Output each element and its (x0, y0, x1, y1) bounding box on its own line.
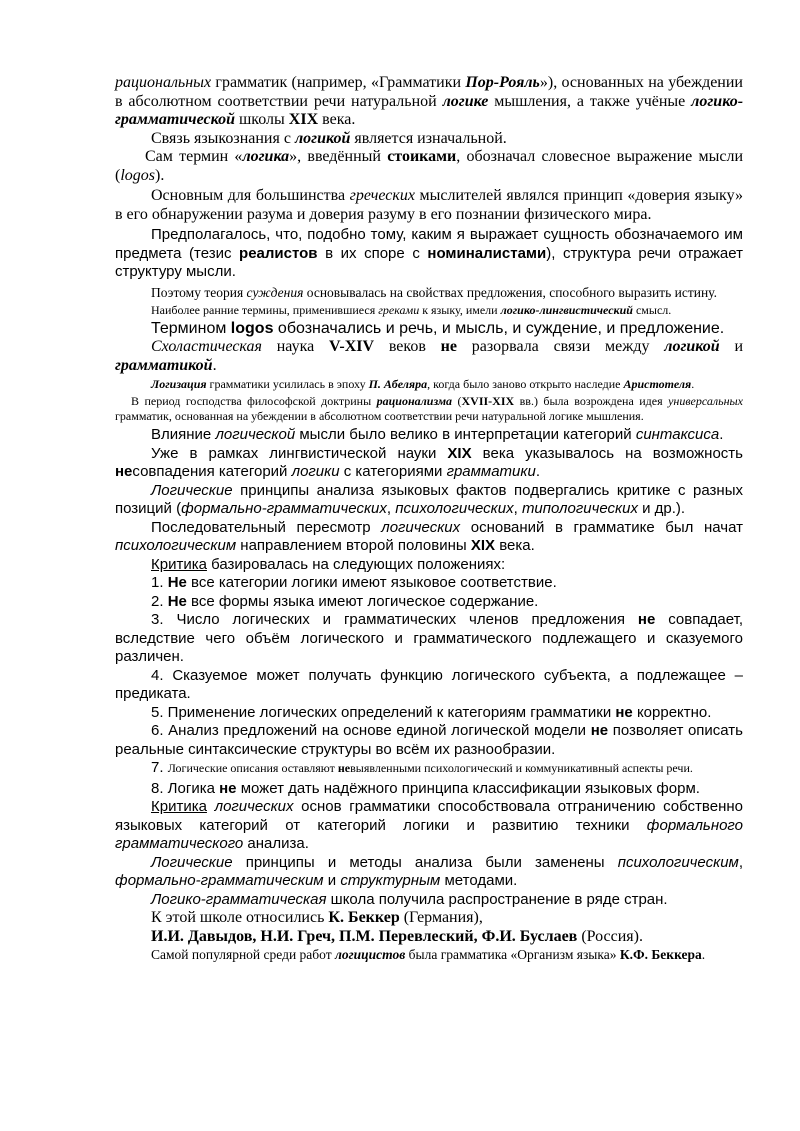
text-span: Поэтому теория (151, 284, 247, 300)
paragraph-linguistics-logic-link (115, 130, 743, 149)
text-span: была грамматика «Организм языка» (405, 947, 620, 962)
paragraph-syntax-influence (115, 426, 743, 445)
text-span: , (738, 853, 743, 871)
text-span: логических (214, 798, 294, 815)
text-span: логики (291, 463, 340, 480)
text-span: с категориями (339, 463, 447, 480)
paragraph-logos-term (115, 320, 743, 339)
text-span: века. (495, 537, 535, 554)
text-span: Основным для большинства (151, 187, 350, 204)
text-span: рациональных (115, 74, 212, 91)
text-span: Не (167, 592, 187, 610)
text-span: К. Беккер (328, 909, 400, 926)
text-span: смысл. (632, 302, 672, 317)
text-span: логико-грамматической (115, 92, 744, 128)
text-span: грамматик (например, «Грамматики (211, 74, 466, 91)
text-span: , (386, 500, 396, 517)
text-span: основывалась на свойствах предложения, способного выразить истину. (303, 284, 717, 300)
text-span: мысли было велико в интерпретации категорий (295, 426, 636, 443)
text-span: не (115, 463, 133, 480)
paragraph-scholastic (115, 338, 743, 375)
paragraph-abelard (115, 377, 743, 392)
text-span: 1. (151, 574, 168, 591)
list-item (115, 574, 743, 593)
text-span: логической (215, 426, 296, 443)
text-span: греческих (349, 187, 415, 204)
text-span: является изначальной. (350, 129, 507, 147)
text-span: психологическим (617, 853, 739, 871)
paragraph-school-members (115, 909, 743, 928)
text-span: Логические (151, 481, 233, 499)
text-span: формального грамматического (115, 816, 743, 852)
text-span: Логико-грамматическая (151, 890, 327, 908)
text-span: (Германия), (399, 909, 483, 926)
text-span: не (440, 338, 457, 355)
paragraph-realists (115, 226, 743, 282)
text-span: века. (318, 111, 356, 128)
text-span: 4. Сказуемое может получать функцию логического субъекта, а подлежащее – предиката. (115, 666, 743, 702)
text-span: . (701, 947, 706, 962)
text-span: направлением второй половины (236, 537, 471, 554)
text-span: все формы языка имеют логическое содержание. (186, 592, 539, 610)
text-span: не (615, 703, 633, 721)
text-span: , обозначал словесное выражение мысли ( (115, 148, 743, 184)
text-span: Не (167, 574, 187, 591)
text-span: и (323, 872, 341, 889)
text-span: logos (230, 319, 274, 337)
text-span: реалистов (239, 244, 318, 262)
list-item (115, 780, 743, 799)
text-span: и др.). (637, 500, 686, 517)
text-span: не (590, 722, 609, 739)
text-span: принципы анализа языковых фактов подвергались критике с разных позиций ( (115, 481, 743, 517)
text-span: не (337, 761, 351, 775)
list-item (115, 593, 743, 612)
list-item (115, 722, 743, 759)
text-span: логико-лингвистический (500, 302, 633, 317)
text-span: И.И. Давыдов, Н.И. Греч, П.М. Перевлеский, Ф.И. Буслаев (151, 927, 578, 945)
text-span: Критика (151, 798, 207, 815)
text-span: логике (442, 92, 489, 110)
text-span: грамматик, основанная на убеждении в абсолютном соответствии речи натуральной логике мышления. (115, 409, 644, 423)
text-span: 5. Применение логических определений к категориям грамматики (151, 703, 616, 721)
text-span: », введённый (289, 148, 388, 165)
text-span: К.Ф. Беккера (619, 947, 702, 962)
paragraph-criticism-intro (115, 556, 743, 575)
text-span: П. Абеляра (368, 377, 428, 391)
text-span: V-XIV (329, 338, 375, 355)
text-span: обозначались и речь, и мысль, и суждение, и предложение. (273, 319, 725, 337)
text-span: XIX (470, 537, 496, 554)
text-span (207, 798, 215, 815)
text-span: Наиболее ранние термины, применившиеся (151, 302, 379, 317)
text-span: грамматикой (115, 356, 213, 374)
text-span: мышления, а также учёные (488, 92, 692, 110)
text-span: рационализма (376, 394, 453, 408)
text-span: . (719, 426, 724, 443)
text-span: наука (261, 338, 329, 355)
text-span: Самой популярной среди работ (151, 947, 335, 962)
text-span: логикой (664, 338, 720, 355)
text-span: основ грамматики способствовала отграничению собственно языковых категорий от категорий логики и развитию техники (115, 798, 743, 834)
text-span: логика (242, 148, 290, 165)
text-span: корректно. (632, 703, 712, 721)
text-span: вв.) была возрождена идея (514, 394, 669, 408)
text-span: формально-грамматическим (115, 872, 324, 889)
text-span: логицистов (335, 947, 406, 962)
text-span: оснований в грамматике был начат (460, 518, 743, 536)
text-span: logos (120, 166, 155, 184)
paragraph-methods-replaced (115, 854, 743, 891)
text-span: . (212, 356, 217, 374)
text-span: Критика (151, 555, 207, 573)
paragraph-early-terms (115, 303, 743, 318)
document-page (115, 74, 743, 963)
text-span: не (219, 779, 237, 797)
text-span: базировалась на следующих положениях: (206, 555, 506, 573)
paragraph-mismatch (115, 445, 743, 482)
text-span: 3. Число логических и грамматических членов предложения (151, 611, 638, 628)
paragraph-psychological-revision (115, 519, 743, 556)
text-span: в их споре с (317, 244, 428, 262)
text-span: XIX (288, 111, 319, 128)
text-span: века указывалось на возможность (471, 444, 743, 462)
paragraph-term-logic (115, 148, 743, 185)
text-span: Уже в рамках лингвистической науки (151, 444, 448, 462)
text-span: XVII-XIX (461, 394, 515, 408)
paragraph-becker (115, 946, 743, 963)
text-span: не (637, 611, 656, 628)
text-span: разорвала связи между (457, 338, 665, 355)
text-span: Предполагалось, что, подобно тому, каким я выражает сущность обозначаемого им предмета (тезис (115, 226, 743, 262)
text-span: Последовательный пересмотр (151, 518, 382, 536)
text-span: типологических (521, 500, 638, 517)
list-item (115, 611, 743, 667)
text-span: мыслителей являлся принцип «доверия языку» в его обнаружении разума и доверия разуму в его познании физического мира. (115, 187, 743, 223)
paragraph-criticism-result (115, 798, 743, 854)
text-span: Пор-Рояль (465, 74, 540, 91)
paragraph-rational-grammars (115, 74, 743, 130)
text-span: веков (374, 338, 441, 355)
text-span: к языку, имели (419, 302, 501, 317)
text-span: принципы и методы анализа были заменены (232, 853, 618, 871)
text-span: В период господства философской доктрины (131, 394, 377, 408)
text-span: структурным (340, 872, 441, 889)
text-span: . (691, 377, 695, 391)
text-span: Логизация (151, 377, 207, 391)
text-span: Аристотеля (623, 377, 692, 391)
text-span: Сам термин « (145, 148, 243, 165)
paragraph-rationalism (115, 394, 743, 424)
text-span: стоиками (387, 148, 457, 165)
text-span: греками (378, 302, 420, 317)
text-span: совпадает, вследствие чего объём логического и грамматического подлежащего и сказуемого различен. (115, 611, 743, 665)
text-span: (Россия). (577, 927, 643, 945)
text-span: ( (452, 394, 462, 408)
list-item (115, 667, 743, 704)
text-span: позволяет описать реальные синтаксические структуры во всём их разнообразии. (115, 722, 743, 758)
text-span: и (719, 338, 743, 355)
text-span: К этой школе относились (151, 909, 329, 926)
text-span: 7. (151, 759, 168, 776)
paragraph-greek-thinkers (115, 187, 743, 224)
text-span: методами. (440, 872, 518, 889)
list-item (115, 704, 743, 723)
text-span: логических (381, 518, 461, 536)
text-span: , когда было заново открыто наследие (427, 377, 624, 391)
text-span: Связь языкознания с (151, 129, 295, 147)
text-span: Логические описания оставляют (167, 761, 338, 775)
paragraph-judgement-theory (115, 284, 743, 301)
paragraph-russian-members (115, 928, 743, 947)
text-span: Схоластическая (151, 338, 262, 355)
text-span: Термином (151, 319, 231, 337)
text-span: 8. Логика (151, 779, 220, 797)
text-span: универсальных (668, 394, 743, 408)
text-span: номиналистами (427, 244, 547, 262)
text-span: ). (155, 166, 165, 184)
text-span: психологическим (115, 537, 237, 554)
text-span: грамматики усилилась в эпоху (206, 377, 369, 391)
text-span: может дать надёжного принципа классификации языковых форм. (236, 779, 700, 797)
text-span: Логические (151, 853, 233, 871)
text-span: синтаксиса (635, 426, 720, 443)
text-span: »), основанных на убеждении в абсолютном соответствии речи натуральной (115, 74, 743, 110)
text-span: совпадения категорий (132, 463, 292, 480)
text-span: суждения (246, 284, 304, 300)
text-span: . (535, 463, 540, 480)
text-span: школа получила распространение в ряде стран. (326, 890, 668, 908)
text-span: XIX (447, 444, 472, 462)
text-span: ), структура речи отражает структуру мысли. (115, 244, 743, 280)
text-span: школы (234, 111, 289, 128)
list-item (115, 759, 743, 778)
text-span: 2. (151, 592, 168, 610)
text-span: анализа. (243, 835, 309, 852)
text-span: все категории логики имеют языковое соответствие. (186, 574, 557, 591)
text-span: 6. Анализ предложений на основе единой логической модели (151, 722, 591, 739)
text-span: формально-грамматических (181, 500, 387, 517)
text-span: выявленными психологический и коммуникативный аспекты речи. (350, 761, 693, 775)
text-span: грамматики (446, 463, 536, 480)
paragraph-criticism-positions (115, 482, 743, 519)
text-span: логикой (294, 129, 351, 147)
text-span: Влияние (151, 426, 216, 443)
text-span: , (513, 500, 522, 517)
text-span: психологических (395, 500, 514, 517)
paragraph-school-spread (115, 891, 743, 910)
